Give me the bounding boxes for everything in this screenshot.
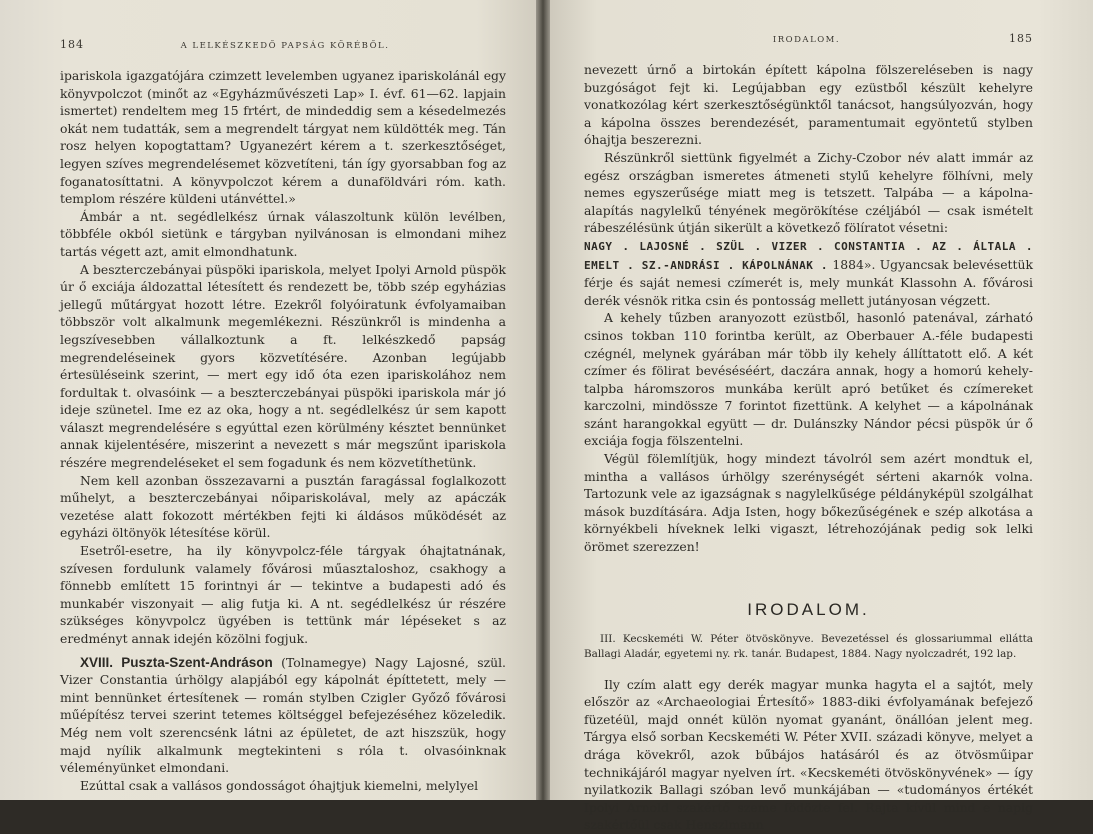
inscription-after: 1884». Ugyancsak belevésettük férje és saját nemesi czímerét is, mely munkát Klassohn A. fővárosi derék vésnök ritka csin és pontosság mellett jutányosan végzett.	[584, 256, 1033, 308]
running-title: IRODALOM.	[772, 35, 841, 45]
paragraph: Nem kell azonban összezavarni a pusztán faragással foglalkozott műhelyt, a beszterczebányai nőipariskolával, mely az apáczák vezetése alatt fokozott mértékben fejti ki áldásos működését az egyházi öltönyök létesítése körül.	[60, 472, 506, 541]
left-running-head	[60, 38, 506, 51]
paragraph: ipariskola igazgatójára czimzett levelemben ugyanez ipariskolánál egy könyvpolczot (minőt az «Egyházművészeti Lap» I. évf. 61—62. lapjain ismertet) rendeltem meg 15 frtért, de mindeddig sem a késedelmezés okát nem tudatták, sem a megrendelt tárgyat nem küldötték meg. Tán rosz helyen kopogtattam? Ugyanezért kérem a t. szerkesztőséget, legyen szíves megrendelésemet közvetíteni, tán így gyorsabban fog az foganatosíttatni. A könyvpolczot kérem a dunaföldvári róm. kath. templom részére küldeni utánvéttel.»	[60, 68, 506, 207]
paragraph: Részünkről siettünk figyelmét a Zichy-Czobor név alatt immár az egész országban ismeretes átmeneti stylű kehelyre fölhívni, mely nemes egyszerűsége miatt meg is tetszett. Talpába — a kápolna-alapítás nagylelkű tényének megörökítése czéljából — csak ismételt rábeszélésünk útján sikerült a következő fölíratot vésetni:	[584, 149, 1033, 236]
paragraph: Esetről-esetre, ha ily könyvpolcz-féle tárgyak óhajtatnának, szívesen fordulunk valamely fővárosi műasztaloshoz, csakhogy a fönnebb említett 15 forintnyi ár — tekintve a budapesti adó és munkabér viszonyait — alig futja ki. A nt. segédlelkész úr részére szükséges könyvpolcz ügyében is tettünk már lépéseket s az eredményt annak idején közölni fogjuk.	[60, 543, 506, 646]
section-heading: IRODALOM.	[747, 599, 870, 619]
paragraph: Végül fölemlítjük, hogy mindezt távolról sem azért mondtuk el, mintha a vallásos úrhölgy szerénységét sérteni akarnók volna. Tartozunk vele az igazságnak s nagylelkűsége példányképül szolgálhat mások buzdítására. Adja Isten, hogy bőkezűségének e szép alkotása a környékbeli híveknek lelki vigaszt, létrehozójának pedig sok lelki örömet szerezzen!	[584, 451, 1033, 555]
section-title: XVIII. Puszta-Szent-Andráson	[80, 654, 273, 670]
right-running-head	[584, 32, 1033, 45]
running-title: A LELKÉSZKEDŐ PAPSÁG KÖRÉBŐL.	[180, 41, 390, 51]
bibliography-entry: III. Kecskeméti W. Péter ötvöskönyve. Bevezetéssel és glossariummal ellátta Ballagi Aladár, egyetemi ny. rk. tanár. Budapest, 1884. Nagy nyolczadrét, 192 lap.	[584, 632, 1033, 660]
paragraph: A kehely tűzben aranyozott ezüstből, hasonló patenával, zárható csinos tokban 110 forintba került, az Oberbauer A.-féle budapesti czégnél, melynek gyárában már több ily kehely állíttatott elő. A két czímer és fölirat bevéséséért, daczára annak, hogy a homorú kehely-talpba háromszoros munkába került apró betűket és czímereket karczolni, mindössze 7 forintot fizettünk. A kelyhet — a kápolnának szánt harangokkal együtt — dr. Dulánszky Nándor pécsi püspök úr ő exciája fogja fölszentelni.	[584, 310, 1033, 449]
section-paragraph	[60, 654, 506, 777]
paragraph: nevezett úrnő a birtokán épített kápolna fölszereléseben is nagy buzgóságot fejt ki. Legújabban egy ezüstből készült kehelyre vonatkozólag kért szerkesztőségünktől tanácsot, hangsúlyozván, hogy a kápolna összes berendezését, paramentumait egyöntetű stylben óhajtja beszerezni.	[584, 62, 1033, 148]
review-paragraph: Ily czím alatt egy derék magyar munka hagyta el a sajtót, mely először az «Archaeologiai Értesítő» 1883-diki évfolyamának befejező füzetéül, majd onnét külön nyomat gyanánt, önállóan jelent meg. Tárgya első sorban Kecskeméti W. Péter XVII. századi könyve, melyet a drága kövekről, azok bűbájos hatásáról és az ötvösműipar technikájáról magyar nyelven írt. «Kecskeméti ötvöskönyvének» — így nyilatkozik Ballagi szóban levő munkájában — «tudományos értékét Ipolyi Arnold szakértő szeme födözte fel. Rajta kívül mind e napig szakértőül csak Henszlmann	[584, 676, 1033, 833]
left-page	[0, 0, 542, 800]
paragraph: Ezúttal csak a vallásos gondosságot óhajtjuk kiemelni, melylyel	[80, 777, 479, 793]
inscription: NAGY . LAJOSNÉ . SZÜL . VIZER . CONSTANTIA . AZ . ÁLTALA . EMELT . SZ.-ANDRÁSI . KÁPOLNÁNAK .	[584, 239, 1033, 272]
paragraph: Ámbár a nt. segédlelkész úrnak válaszoltunk külön levélben, többféle okból sietünk e tárgyban nyilvánosan is elmondani mihez tartás végett azt, amit elmondhatunk.	[60, 208, 506, 259]
section-text: (Tolnamegye) Nagy Lajosné, szül. Vizer Constantia úrhölgy alapjából egy kápolnát építtetett, mely — mint bennünket értesítenek — román stylben Czigler Győző fővárosi műépítész tervei szerint tetemes költséggel befejezéséhez közeledik. Még nem volt szerencsénk látni az épületet, de azt hiszszük, hogy majd nyílik alkalmunk megtekinteni s róla t. olvasóinknak véleményünket elmondani.	[60, 654, 506, 776]
paragraph: A beszterczebányai püspöki ipariskola, melyet Ipolyi Arnold püspök úr ő exciája áldozattal létesített és rendezett be, több szép egyházias jellegű műtárgyat hozott létre. Ezekről folyóiratunk évfolyamaiban többször volt alkalmunk megemlékezni. Részünkről is mindenha a legszívesebben vállalkoztunk a ft. lelkészkedő papság megrendeléseinek gyors közvetítésére. Azonban legújabb értesüléseink szerint, — mert egy idő óta ezen ipariskolához nem fordultak t. olvasóink — a beszterczebányai püspöki ipariskola már jó ideje szünetel. Ime ez az oka, hogy a nt. segédlelkész úr sem kapott választ megrendelésére s egyúttal ezen körülmény késztet bennünket annak kijelentésére, miszerint a nevezett s már megszűnt ipariskola részére megrendeléseket el sem fogadunk és nem közvetíthetünk.	[60, 261, 506, 471]
page-number: 185	[1009, 32, 1033, 45]
right-page	[542, 0, 1093, 833]
book-gutter	[536, 0, 550, 800]
inscription-paragraph	[584, 237, 1033, 309]
page-number: 184	[60, 38, 84, 51]
